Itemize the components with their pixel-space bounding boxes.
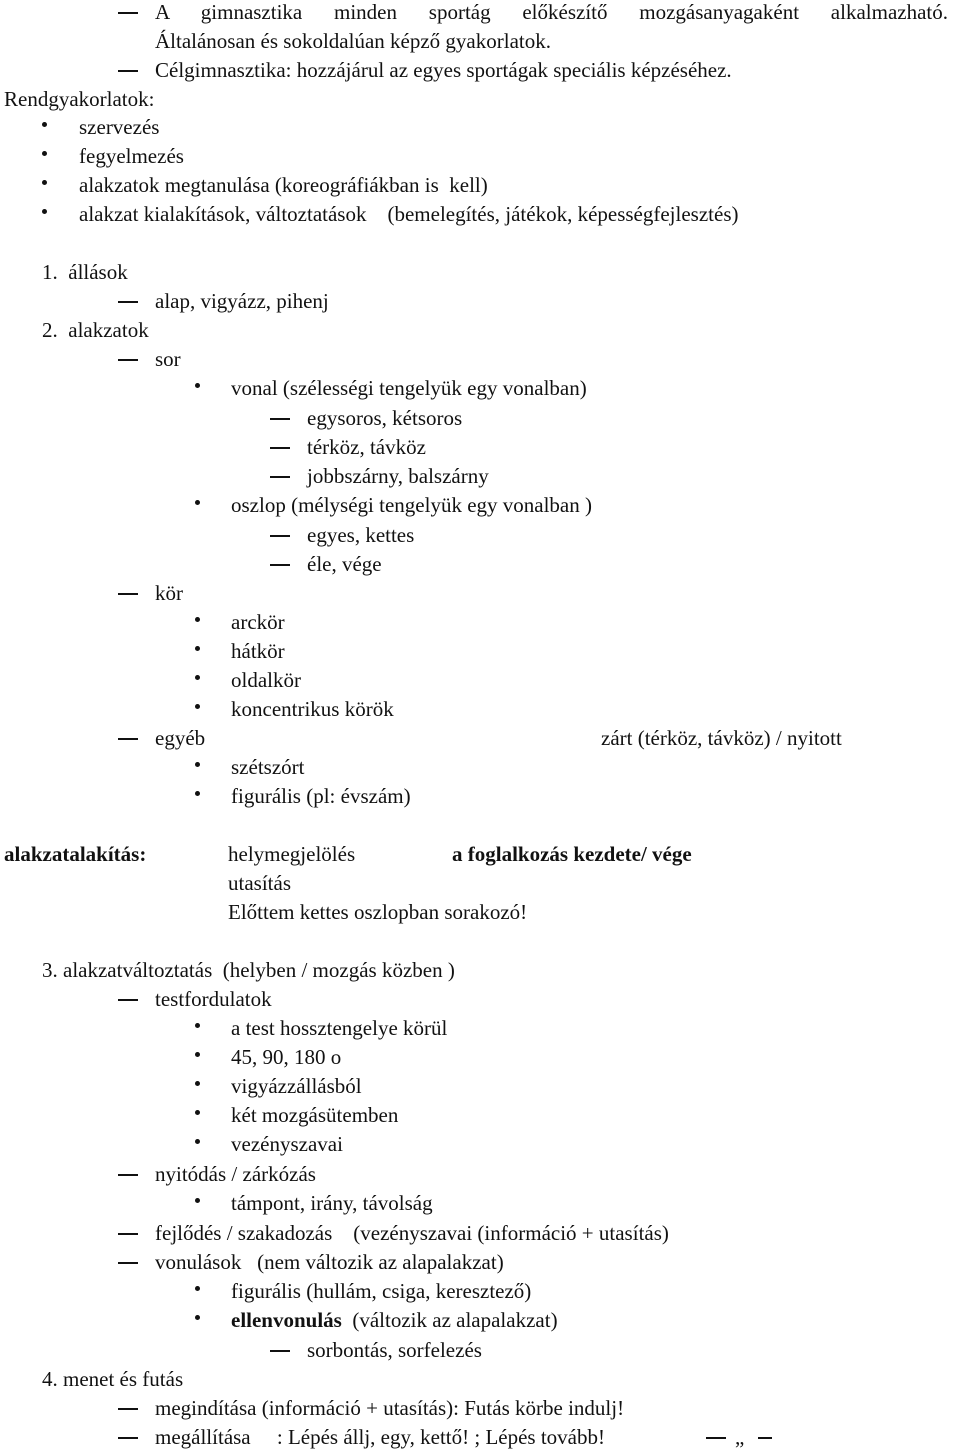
bullet-dot <box>195 1110 200 1115</box>
ellenvonulas-item <box>231 1308 558 1332</box>
kor-item: koncentrikus körök <box>231 697 394 721</box>
intro-line-2: Általánosan és sokoldalúan képző gyakorlatok. <box>155 29 551 53</box>
dash-bullet <box>758 1437 772 1439</box>
bullet-dot <box>195 1023 200 1028</box>
vonal-item: térköz, távköz <box>307 435 426 459</box>
oszlop-item: éle, vége <box>307 552 382 576</box>
alak-col2-line: a foglalkozás kezdete/ vége <box>452 842 692 866</box>
dash-bullet <box>118 12 138 14</box>
dash-bullet <box>118 70 138 72</box>
kor-item: oldalkör <box>231 668 301 692</box>
ellenvonulas-bold: ellenvonulás <box>231 1308 342 1332</box>
section-3-title: 3. alakzatváltoztatás (helyben / mozgás közben ) <box>42 958 455 982</box>
bullet-dot <box>195 383 200 388</box>
bullet-dot <box>42 122 47 127</box>
dash-bullet <box>270 476 290 478</box>
allitas-tail: „ <box>735 1425 745 1449</box>
bullet-dot <box>195 646 200 651</box>
bullet-dot <box>195 1139 200 1144</box>
alak-col1-line: utasítás <box>228 871 291 895</box>
sorbontas-item: sorbontás, sorfelezés <box>307 1338 482 1362</box>
dash-bullet <box>118 301 138 303</box>
dash-bullet <box>270 1350 290 1352</box>
alak-col1-line: helymegjelölés <box>228 842 356 866</box>
rend-item: alakzat kialakítások, változtatások (bemelegítés, játékok, képességfejlesztés) <box>79 202 739 226</box>
bullet-dot <box>195 675 200 680</box>
rend-item: fegyelmezés <box>79 144 184 168</box>
nyitodas-item: támpont, irány, távolság <box>231 1191 433 1215</box>
kor-item: hátkör <box>231 639 285 663</box>
bullet-dot <box>195 1052 200 1057</box>
vonulasok-line: vonulások (nem változik az alapalakzat) <box>155 1250 504 1274</box>
egyeb-label: egyéb <box>155 726 206 750</box>
section-2-title: 2. alakzatok <box>42 318 149 342</box>
testford-label: testfordulatok <box>155 987 272 1011</box>
vonal-item: jobbszárny, balszárny <box>307 464 489 488</box>
dash-bullet <box>118 999 138 1001</box>
dash-bullet <box>270 447 290 449</box>
bullet-dot <box>195 704 200 709</box>
bullet-dot <box>195 500 200 505</box>
bullet-dot <box>195 1081 200 1086</box>
bullet-dot <box>42 151 47 156</box>
dash-bullet <box>118 1408 138 1410</box>
vonal-item: egysoros, kétsoros <box>307 406 463 430</box>
figuralis-item: figurális (hullám, csiga, keresztező) <box>231 1279 532 1303</box>
testford-item: vezényszavai <box>231 1132 343 1156</box>
allitas-line: megállítása : Lépés állj, egy, kettő! ; Lépés tovább! <box>155 1425 605 1449</box>
sor-label: sor <box>155 347 181 371</box>
rend-heading: Rendgyakorlatok: <box>4 87 155 111</box>
nyitodas-label: nyitódás / zárkózás <box>155 1162 316 1186</box>
bullet-dot <box>195 762 200 767</box>
dash-bullet <box>118 1233 138 1235</box>
dash-bullet <box>118 359 138 361</box>
bullet-dot <box>42 180 47 185</box>
kor-item: arckör <box>231 610 285 634</box>
rend-item: szervezés <box>79 115 160 139</box>
dash-bullet <box>270 418 290 420</box>
section-1-title: 1. állások <box>42 260 128 284</box>
testford-item: két mozgásütemben <box>231 1103 399 1127</box>
egyeb-item: szétszórt <box>231 755 305 779</box>
alak-label: alakzatalakítás: <box>4 842 147 866</box>
bullet-dot <box>195 617 200 622</box>
intro-line-1: A gimnasztika minden sportág előkészítő mozgásanyagaként alkalmazható. <box>155 0 948 24</box>
dash-bullet <box>118 1437 138 1439</box>
ellenvonulas-rest: (változik az alapalakzat) <box>341 1308 558 1332</box>
kor-label: kör <box>155 581 183 605</box>
bullet-dot <box>195 1315 200 1320</box>
rend-item: alakzatok megtanulása (koreográfiákban is kell) <box>79 173 488 197</box>
dash-bullet <box>270 535 290 537</box>
intro-line-3: Célgimnasztika: hozzájárul az egyes sportágak speciális képzéséhez. <box>155 58 732 82</box>
egyeb-right-text: zárt (térköz, távköz) / nyitott <box>601 726 842 750</box>
dash-bullet <box>118 738 138 740</box>
testford-item: vigyázzállásból <box>231 1074 362 1098</box>
dash-bullet <box>118 1174 138 1176</box>
dash-bullet <box>118 593 138 595</box>
inditas-line: megindítása (információ + utasítás): Futás körbe indulj! <box>155 1396 625 1420</box>
dash-bullet <box>706 1437 726 1439</box>
bullet-dot <box>195 1198 200 1203</box>
bullet-dot <box>42 209 47 214</box>
alak-col1-line: Előttem kettes oszlopban sorakozó! <box>228 900 528 924</box>
section-4-title: 4. menet és futás <box>42 1367 184 1391</box>
section-1-sub: alap, vigyázz, pihenj <box>155 289 329 313</box>
egyeb-item: figurális (pl: évszám) <box>231 784 411 808</box>
testford-item: 45, 90, 180 o <box>231 1045 342 1069</box>
bullet-dot <box>195 1286 200 1291</box>
vonal-label: vonal (szélességi tengelyük egy vonalban) <box>231 376 587 400</box>
oszlop-label: oszlop (mélységi tengelyük egy vonalban ) <box>231 493 592 517</box>
fejlodes-line: fejlődés / szakadozás (vezényszavai (információ + utasítás) <box>155 1221 669 1245</box>
oszlop-item: egyes, kettes <box>307 523 415 547</box>
bullet-dot <box>195 791 200 796</box>
dash-bullet <box>118 1262 138 1264</box>
dash-bullet <box>270 564 290 566</box>
testford-item: a test hossztengelye körül <box>231 1016 448 1040</box>
